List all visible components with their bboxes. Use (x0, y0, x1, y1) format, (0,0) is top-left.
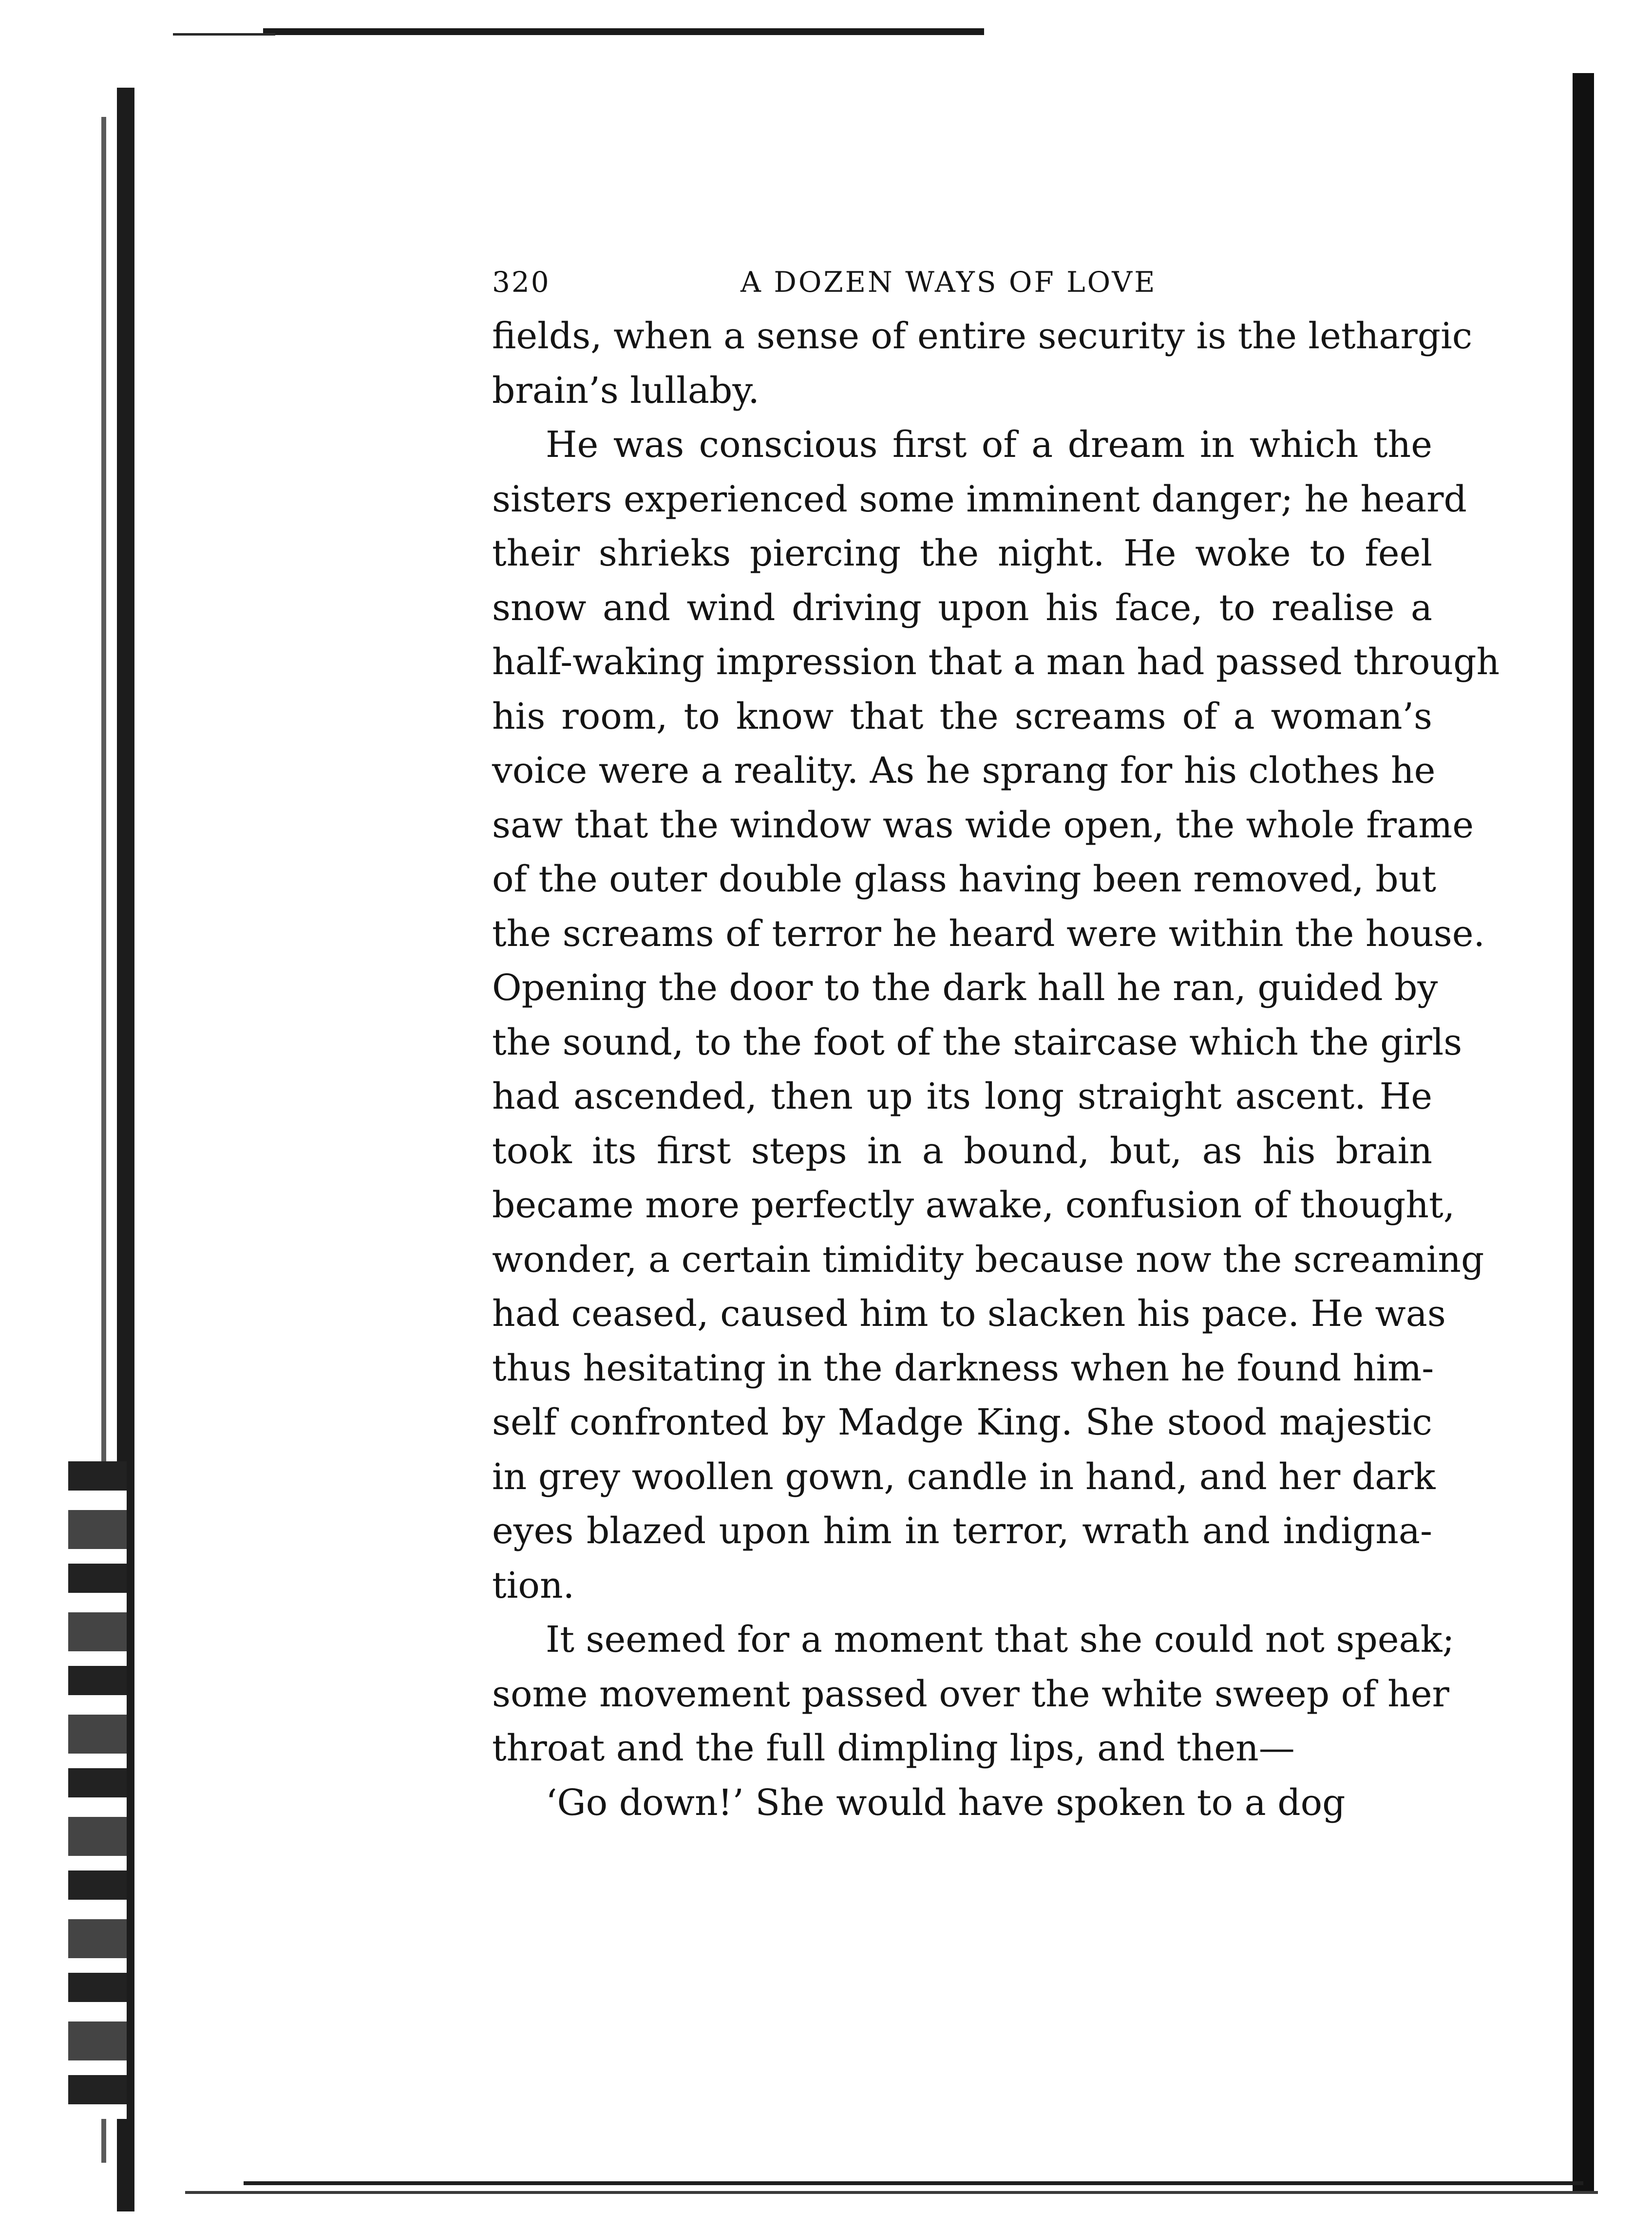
text-line: ‘Go down!’ She would have spoken to a dog (546, 1781, 1346, 1824)
scan-edge-bottom-inner (185, 2191, 1598, 2194)
text-line: throat and the full dimpling lips, and then— (492, 1727, 1295, 1769)
text-line: thus hesitating in the darkness when he found him- (492, 1347, 1434, 1389)
text-line: half-waking impression that a man had passed through (492, 641, 1500, 683)
body-text (492, 309, 1500, 1830)
text-line: tion. (492, 1564, 575, 1606)
text-line: the sound, to the foot of the staircase which the girls (492, 1021, 1462, 1063)
text-block (492, 256, 1500, 1830)
text-line: took its first steps in a bound, but, as his brain (492, 1130, 1432, 1172)
scan-edge-bottom (244, 2181, 1583, 2185)
text-line: in grey woollen gown, candle in hand, and her dark (492, 1455, 1436, 1498)
text-line: their shrieks piercing the night. He woke to feel (492, 532, 1432, 574)
text-line: self confronted by Madge King. She stood majestic (492, 1401, 1432, 1443)
text-line: of the outer double glass having been removed, but (492, 858, 1436, 900)
scan-edge-top-fragment (173, 33, 275, 36)
text-line: snow and wind driving upon his face, to realise a (492, 586, 1432, 629)
scan-edge-right (1573, 73, 1594, 2192)
running-head (492, 256, 1432, 309)
page-number: 320 (492, 265, 551, 299)
text-line: brain’s lullaby. (492, 369, 760, 412)
text-line: had ascended, then up its long straight ascent. He (492, 1076, 1432, 1117)
text-line: fields, when a sense of entire security is the lethargic (492, 315, 1473, 357)
text-line: Opening the door to the dark hall he ran, guided by (492, 967, 1438, 1009)
text-line: had ceased, caused him to slacken his pace. He was (492, 1293, 1446, 1335)
scan-edge-left-noise (68, 1461, 127, 2119)
text-line: wonder, a certain timidity because now the screaming (492, 1238, 1484, 1281)
paragraph (492, 1613, 1455, 1776)
paragraph (492, 309, 1473, 418)
text-line: sisters experienced some imminent danger; he heard (492, 478, 1467, 520)
text-line: It seemed for a moment that she could not speak; (546, 1619, 1455, 1661)
text-line: became more perfectly awake, confusion of thought, (492, 1184, 1455, 1226)
running-head-title: A DOZEN WAYS OF LOVE (741, 265, 1157, 299)
text-line: eyes blazed upon him in terror, wrath and indigna- (492, 1510, 1432, 1552)
text-line: He was conscious first of a dream in which the (546, 424, 1432, 466)
scan-edge-top (263, 28, 984, 35)
text-line: the screams of terror he heard were within the house. (492, 912, 1485, 955)
text-line: his room, to know that the screams of a woman’s (492, 695, 1432, 737)
text-line: some movement passed over the white sweep of her (492, 1673, 1449, 1715)
paragraph (492, 418, 1500, 1613)
text-line: voice were a reality. As he sprang for his clothes he (492, 750, 1436, 792)
text-line: saw that the window was wide open, the whole frame (492, 804, 1474, 846)
paragraph (492, 1776, 1432, 1831)
